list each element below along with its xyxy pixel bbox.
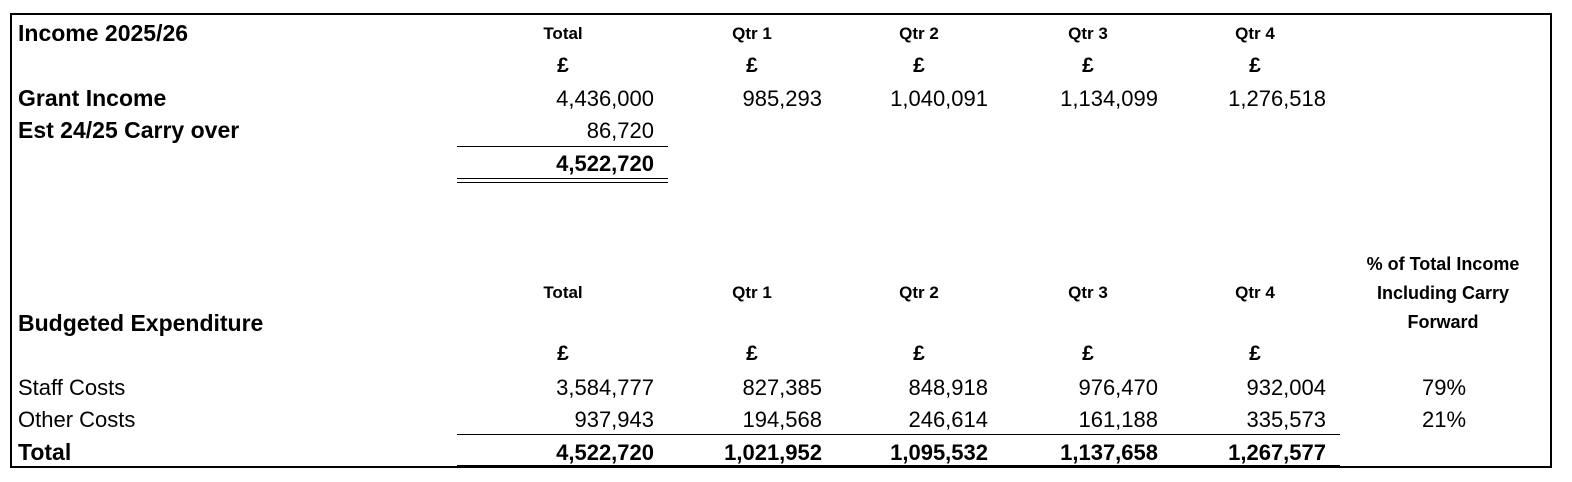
expenditure-total-underline — [457, 465, 1340, 466]
staff-costs-qtr4: 932,004 — [1246, 375, 1326, 400]
expenditure-title: Budgeted Expenditure — [18, 310, 264, 336]
grant-income-qtr4: 1,276,518 — [1228, 86, 1326, 111]
expenditure-subtotal-line — [457, 434, 1340, 435]
exp-header-qtr2: Qtr 2 — [899, 283, 939, 302]
income-title: Income 2025/26 — [18, 20, 189, 46]
exp-currency-qtr4: £ — [1249, 342, 1261, 365]
income-header-qtr4: Qtr 4 — [1235, 24, 1275, 43]
income-currency-qtr1: £ — [746, 54, 758, 77]
income-grand-total: 4,522,720 — [556, 151, 654, 176]
staff-costs-qtr3: 976,470 — [1078, 375, 1158, 400]
other-costs-label: Other Costs — [18, 407, 136, 432]
grand-total-total: 4,522,720 — [556, 440, 654, 465]
grant-income-label: Grant Income — [18, 85, 167, 111]
other-costs-qtr3: 161,188 — [1078, 407, 1158, 432]
exp-currency-total: £ — [557, 342, 569, 365]
income-header-qtr1: Qtr 1 — [732, 24, 772, 43]
total-label: Total — [18, 439, 72, 465]
other-costs-pct: 21% — [1421, 407, 1467, 432]
other-costs-qtr4: 335,573 — [1246, 407, 1326, 432]
exp-currency-qtr1: £ — [746, 342, 758, 365]
grant-income-total: 4,436,000 — [556, 86, 654, 111]
income-header-total: Total — [543, 24, 583, 43]
pct-income-header: % of Total Income Including Carry Forward — [1366, 254, 1520, 332]
grand-total-qtr1: 1,021,952 — [724, 440, 822, 465]
exp-currency-qtr3: £ — [1082, 342, 1094, 365]
exp-currency-qtr2: £ — [913, 342, 925, 365]
staff-costs-pct: 79% — [1421, 375, 1467, 400]
other-costs-qtr1: 194,568 — [742, 407, 822, 432]
income-currency-qtr2: £ — [913, 54, 925, 77]
income-currency-qtr3: £ — [1082, 54, 1094, 77]
grand-total-qtr4: 1,267,577 — [1228, 440, 1326, 465]
grand-total-qtr3: 1,137,658 — [1060, 440, 1158, 465]
income-currency-qtr4: £ — [1249, 54, 1261, 77]
exp-header-qtr4: Qtr 4 — [1235, 283, 1275, 302]
staff-costs-label: Staff Costs — [18, 375, 126, 400]
other-costs-qtr2: 246,614 — [908, 407, 988, 432]
grant-income-qtr1: 985,293 — [742, 86, 822, 111]
income-currency-total: £ — [557, 54, 569, 77]
income-double-underline-top — [457, 178, 668, 179]
staff-costs-qtr2: 848,918 — [908, 375, 988, 400]
exp-header-qtr1: Qtr 1 — [732, 283, 772, 302]
grant-income-qtr3: 1,134,099 — [1060, 86, 1158, 111]
staff-costs-qtr1: 827,385 — [742, 375, 822, 400]
other-costs-total: 937,943 — [574, 407, 654, 432]
income-header-qtr3: Qtr 3 — [1068, 24, 1108, 43]
carry-over-total: 86,720 — [586, 118, 654, 143]
income-subtotal-line — [457, 146, 668, 147]
carry-over-label: Est 24/25 Carry over — [18, 117, 240, 143]
staff-costs-total: 3,584,777 — [556, 375, 654, 400]
grand-total-qtr2: 1,095,532 — [890, 440, 988, 465]
income-header-qtr2: Qtr 2 — [899, 24, 939, 43]
exp-header-qtr3: Qtr 3 — [1068, 283, 1108, 302]
grant-income-qtr2: 1,040,091 — [890, 86, 988, 111]
income-double-underline-bottom — [457, 182, 668, 183]
exp-header-total: Total — [543, 283, 583, 302]
